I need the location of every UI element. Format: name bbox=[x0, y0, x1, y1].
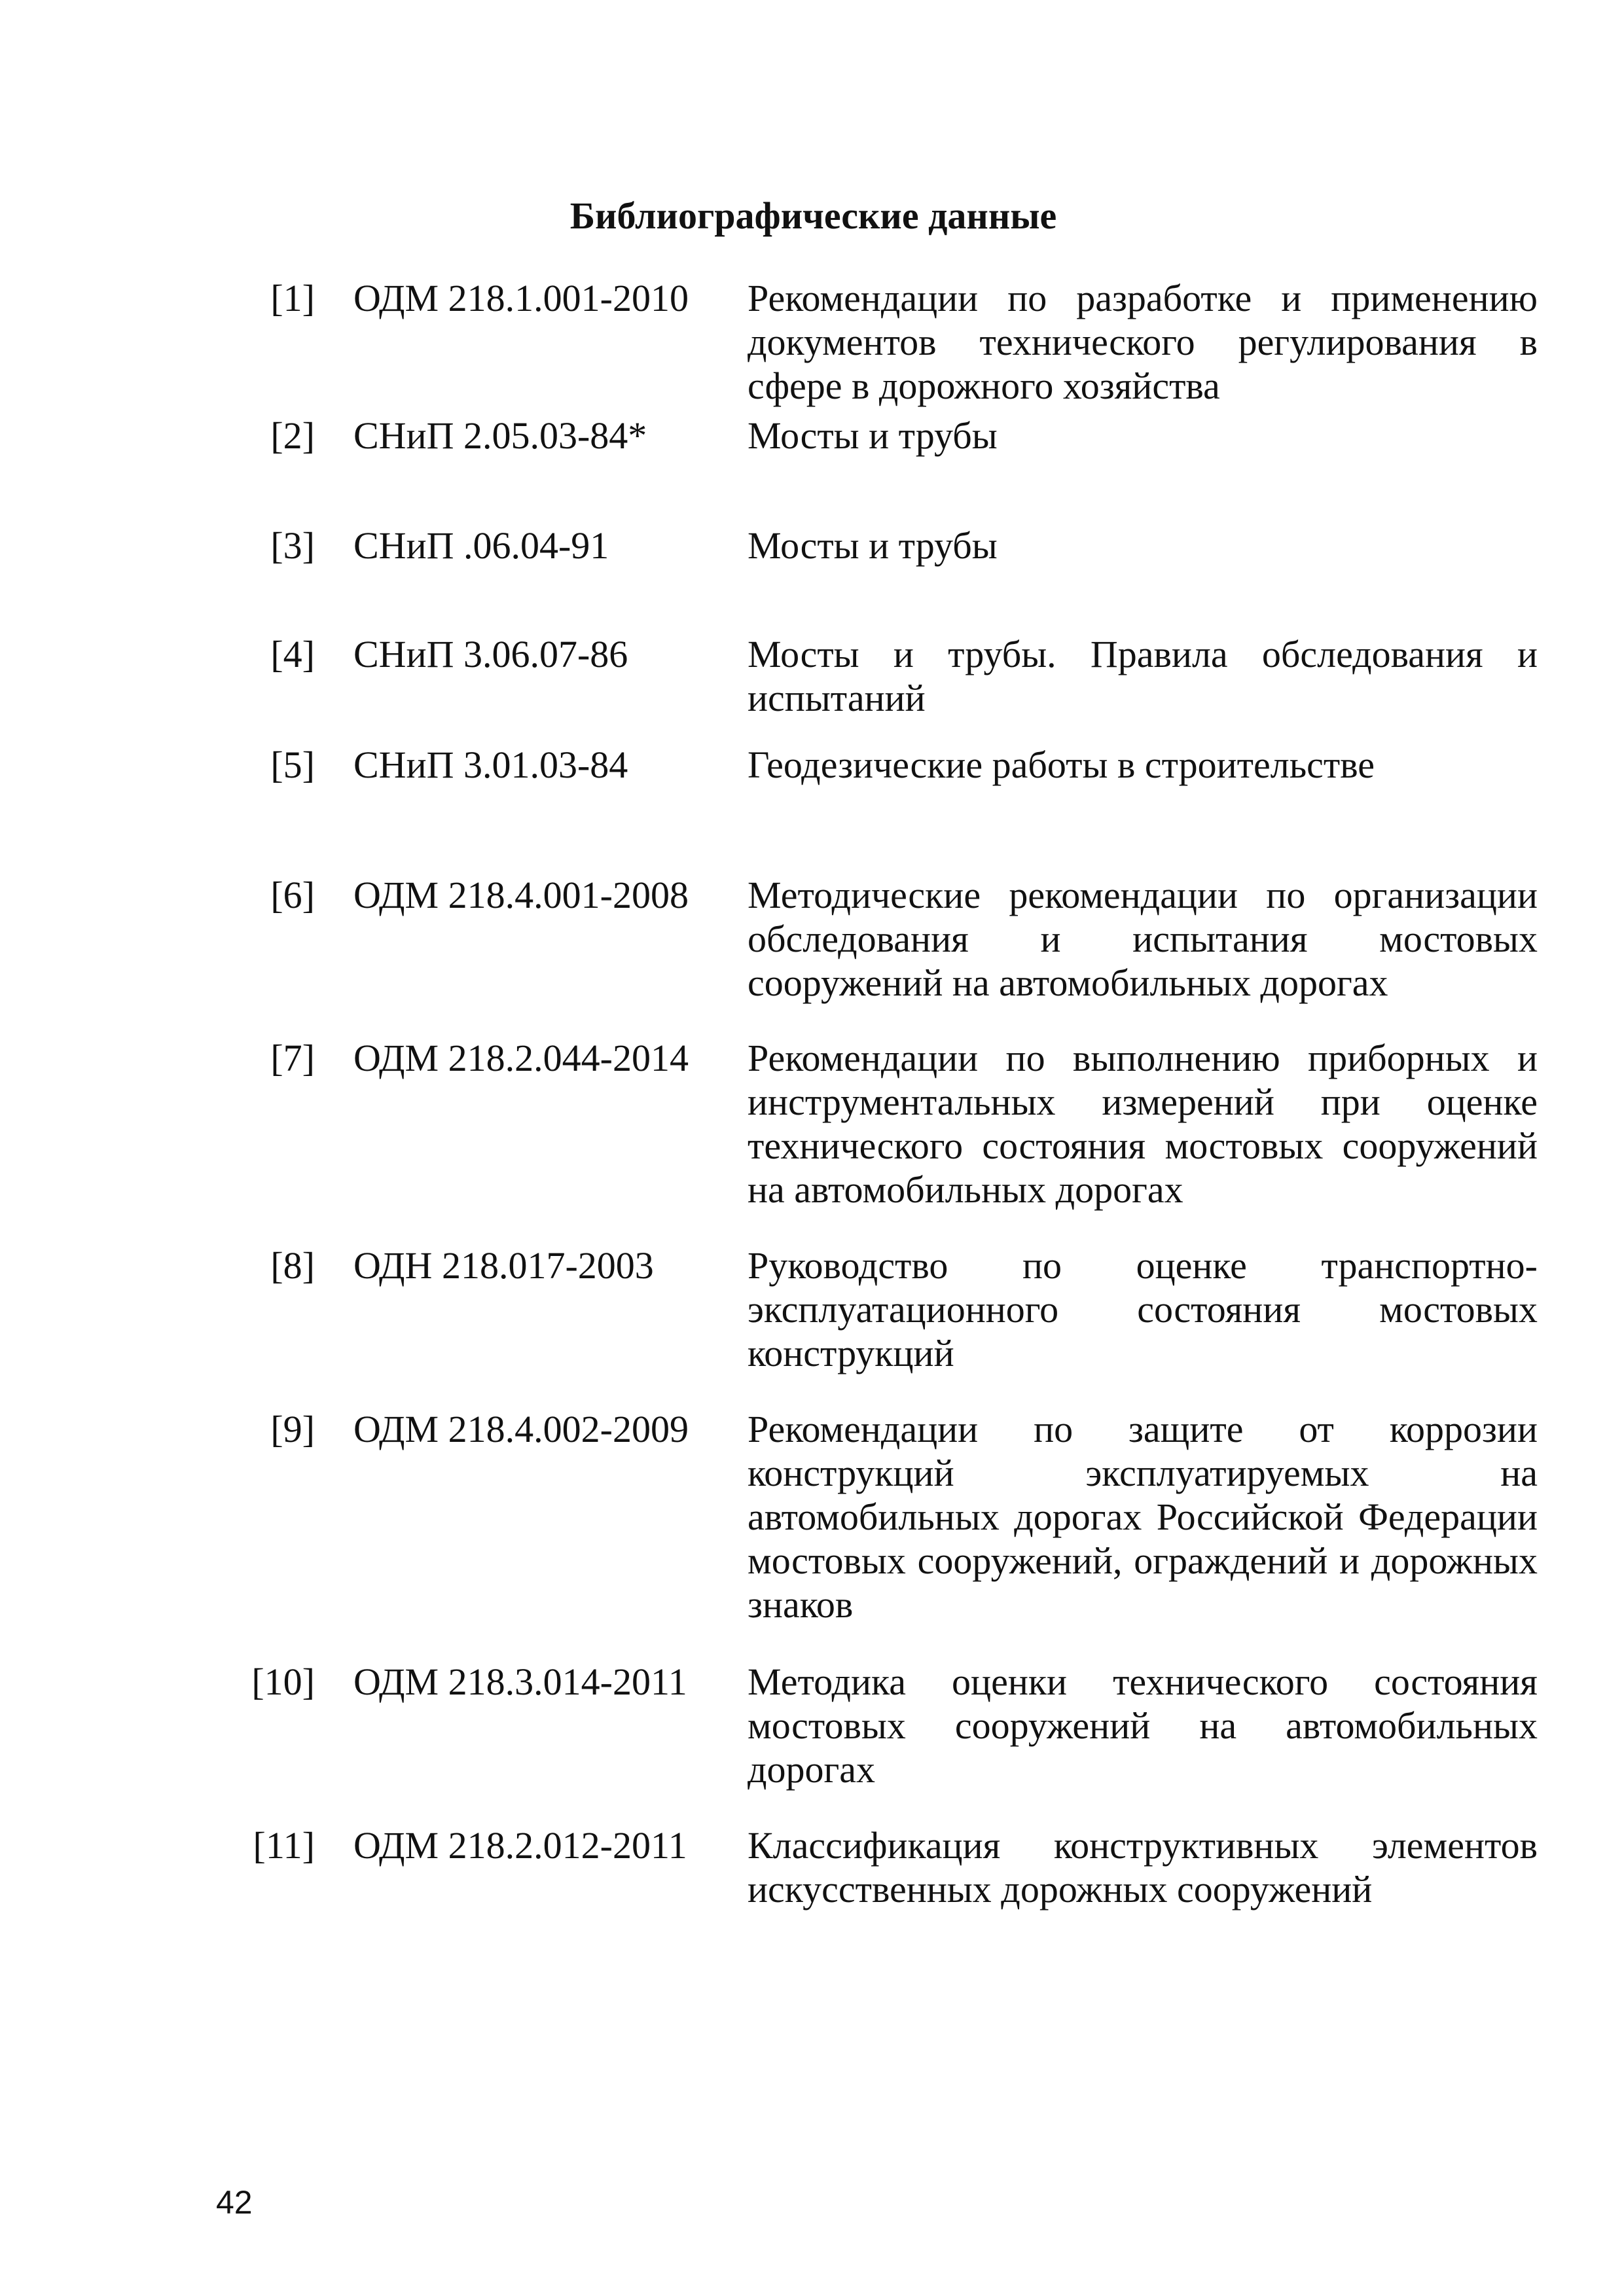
reference-description: Рекомендации по разработке и применению документов технического регулирования в сфере в дорожного хозяйства bbox=[748, 277, 1538, 407]
reference-description: Рекомендации по защите от коррозии конструкций эксплуатируемых на автомобильных дорогах Российской Федерации мостовых сооружений, ограждений и дорожных знаков bbox=[748, 1408, 1538, 1626]
reference-code: ОДМ 218.2.012-2011 bbox=[353, 1824, 687, 1867]
reference-number: [2] bbox=[270, 414, 315, 457]
reference-code: ОДМ 218.4.001-2008 bbox=[353, 874, 689, 916]
reference-number: [4] bbox=[270, 633, 315, 675]
reference-number: [8] bbox=[270, 1244, 315, 1287]
reference-number: [3] bbox=[270, 524, 315, 567]
reference-code: СНиП .06.04-91 bbox=[353, 524, 609, 567]
reference-description: Методика оценки технического состояния мостовых сооружений на автомобильных дорогах bbox=[748, 1660, 1538, 1791]
reference-description: Методические рекомендации по организации обследования и испытания мостовых сооружений на автомобильных дорогах bbox=[748, 874, 1538, 1004]
reference-code: ОДМ 218.3.014-2011 bbox=[353, 1660, 687, 1703]
reference-number: [5] bbox=[270, 744, 315, 786]
reference-description: Мосты и трубы bbox=[748, 414, 998, 457]
reference-description: Руководство по оценке транспортно-эксплуатационного состояния мостовых конструкций bbox=[748, 1244, 1538, 1374]
reference-code: СНиП 3.01.03-84 bbox=[353, 744, 628, 786]
reference-code: СНиП 3.06.07-86 bbox=[353, 633, 628, 675]
reference-description: Мосты и трубы bbox=[748, 524, 998, 567]
reference-description: Классификация конструктивных элементов искусственных дорожных сооружений bbox=[748, 1824, 1538, 1910]
reference-number: [1] bbox=[270, 277, 315, 319]
reference-number: [7] bbox=[270, 1037, 315, 1079]
reference-code: СНиП 2.05.03-84* bbox=[353, 414, 647, 457]
reference-number: [11] bbox=[253, 1824, 315, 1867]
reference-code: ОДН 218.017-2003 bbox=[353, 1244, 654, 1287]
reference-description: Мосты и трубы. Правила обследования и испытаний bbox=[748, 633, 1538, 719]
reference-number: [10] bbox=[251, 1660, 315, 1703]
reference-number: [9] bbox=[270, 1408, 315, 1450]
page-number: 42 bbox=[216, 2184, 253, 2221]
page-title: Библиографические данные bbox=[569, 194, 1057, 237]
reference-number: [6] bbox=[270, 874, 315, 916]
reference-code: ОДМ 218.4.002-2009 bbox=[353, 1408, 689, 1450]
reference-description: Рекомендации по выполнению приборных и инструментальных измерений при оценке технического состояния мостовых сооружений на автомобильных дорогах bbox=[748, 1037, 1538, 1211]
reference-code: ОДМ 218.1.001-2010 bbox=[353, 277, 689, 319]
reference-code: ОДМ 218.2.044-2014 bbox=[353, 1037, 689, 1079]
reference-description: Геодезические работы в строительстве bbox=[748, 744, 1375, 786]
